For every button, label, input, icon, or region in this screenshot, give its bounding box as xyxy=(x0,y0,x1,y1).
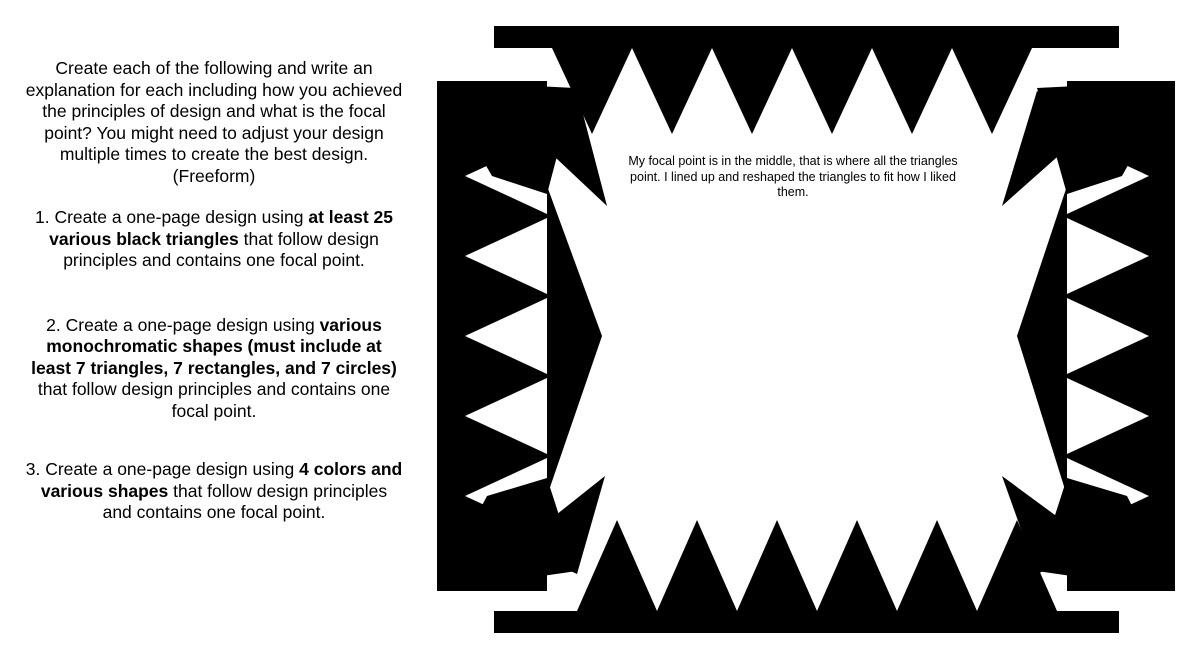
focal-point-explanation: My focal point is in the middle, that is where all the triangles point. I lined up and reshaped the triangles to fit how I liked them. xyxy=(628,154,958,199)
task-1-suffix: that follow design principles and contains one focal point. xyxy=(63,228,379,270)
task-2-suffix: that follow design principles and contains one focal point. xyxy=(37,379,391,421)
right-inner-spike xyxy=(1017,186,1067,496)
task-1-prefix: 1. Create a one-page design using xyxy=(34,207,309,227)
left-inner-spike xyxy=(547,186,602,496)
task-2 xyxy=(24,315,404,423)
task-2-prefix: 2. Create a one-page design using xyxy=(46,314,320,335)
task-3-suffix: that follow design principles and contains one focal point. xyxy=(102,480,388,522)
task-3-bold: 4 colors and various shapes xyxy=(40,459,403,501)
task-1 xyxy=(24,207,404,272)
instructions-panel xyxy=(24,58,404,524)
task-3-prefix: 3. Create a one-page design using xyxy=(25,459,300,479)
intro-text: Create each of the following and write an explanation for each including how you achieved the principles of design and what is the focal point? You might need to adjust your design multiple times to create the best design. (Freeform) xyxy=(25,58,403,186)
task-3 xyxy=(24,459,404,524)
triangle-artwork xyxy=(437,26,1175,633)
top-band xyxy=(494,26,1119,134)
task-2-bold: various monochromatic shapes (must include at least 7 triangles, 7 rectangles, and 7 circles) xyxy=(31,314,397,378)
task-1-bold: at least 25 various black triangles xyxy=(49,207,394,249)
triangle-design xyxy=(437,26,1175,633)
